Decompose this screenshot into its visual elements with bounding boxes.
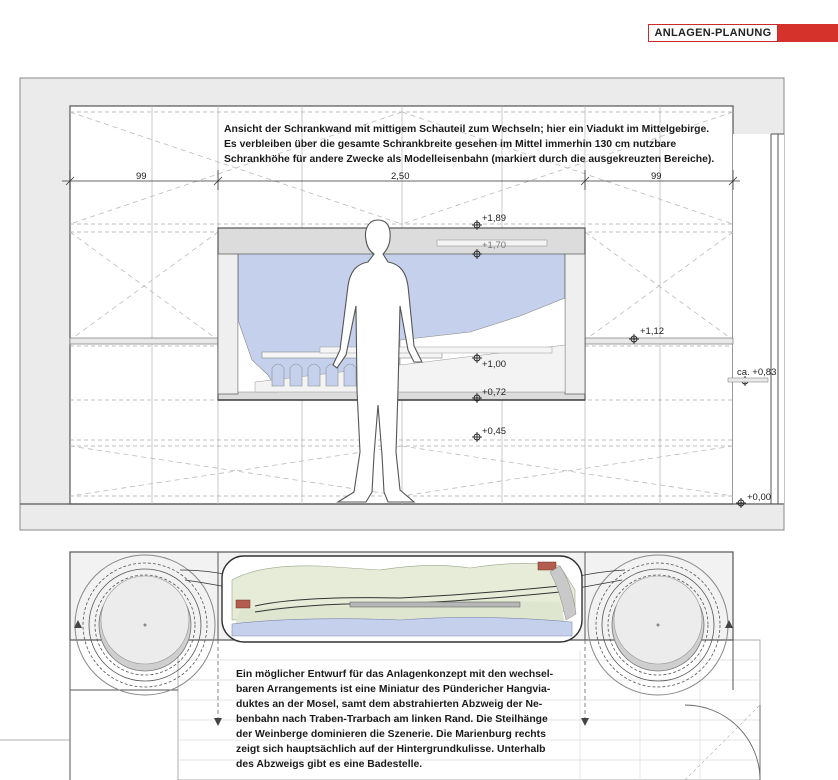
height-label: +1,12 <box>640 326 665 337</box>
height-label: +1,89 <box>482 213 507 224</box>
elevation-caption <box>224 122 734 167</box>
caption-line: baren Arrangements ist eine Miniatur des Pündericher Hangvia- <box>236 684 551 695</box>
caption-line: duktes an der Mosel, samt dem abstrahierten Abzweig der Ne- <box>236 699 543 710</box>
caption-line: der Weinberge dominieren die Szenerie. Die Marienburg rechts <box>236 729 546 740</box>
caption-line: zeigt sich hauptsächlich auf der Hintergrundkulisse. Unterhalb <box>236 744 546 755</box>
height-label: ca. +0,83 <box>737 367 777 378</box>
plan-caption <box>236 667 566 772</box>
height-label: +0,00 <box>747 492 772 503</box>
height-label: +1,70 <box>482 240 507 251</box>
height-label: +0,72 <box>482 387 507 398</box>
caption-line: Es verbleiben über die gesamte Schrankbreite gesehen im Mittel immerhin 130 cm nutzbare <box>224 139 677 150</box>
section-label: ANLAGEN-PLANUNG <box>648 24 778 42</box>
dimension-right: 99 <box>651 171 662 182</box>
caption-line: Schrankhöhe für andere Zwecke als Modelleisenbahn (markiert durch die ausgekreuzten Bereiche). <box>224 154 715 165</box>
caption-line: Ansicht der Schrankwand mit mittigem Schauteil zum Wechseln; hier ein Viadukt im Mittelgebirge. <box>224 124 710 135</box>
height-label: +0,45 <box>482 426 507 437</box>
caption-line: benbahn nach Traben-Trarbach am linken Rand. Die Steilhänge <box>236 714 548 725</box>
caption-line: Ein möglicher Entwurf für das Anlagenkonzept mit den wechsel- <box>236 669 554 680</box>
caption-line: des Abzweigs gibt es eine Badestelle. <box>236 759 423 770</box>
dimension-center: 2,50 <box>391 171 410 182</box>
dimension-left: 99 <box>136 171 147 182</box>
height-label: +1,00 <box>482 359 507 370</box>
